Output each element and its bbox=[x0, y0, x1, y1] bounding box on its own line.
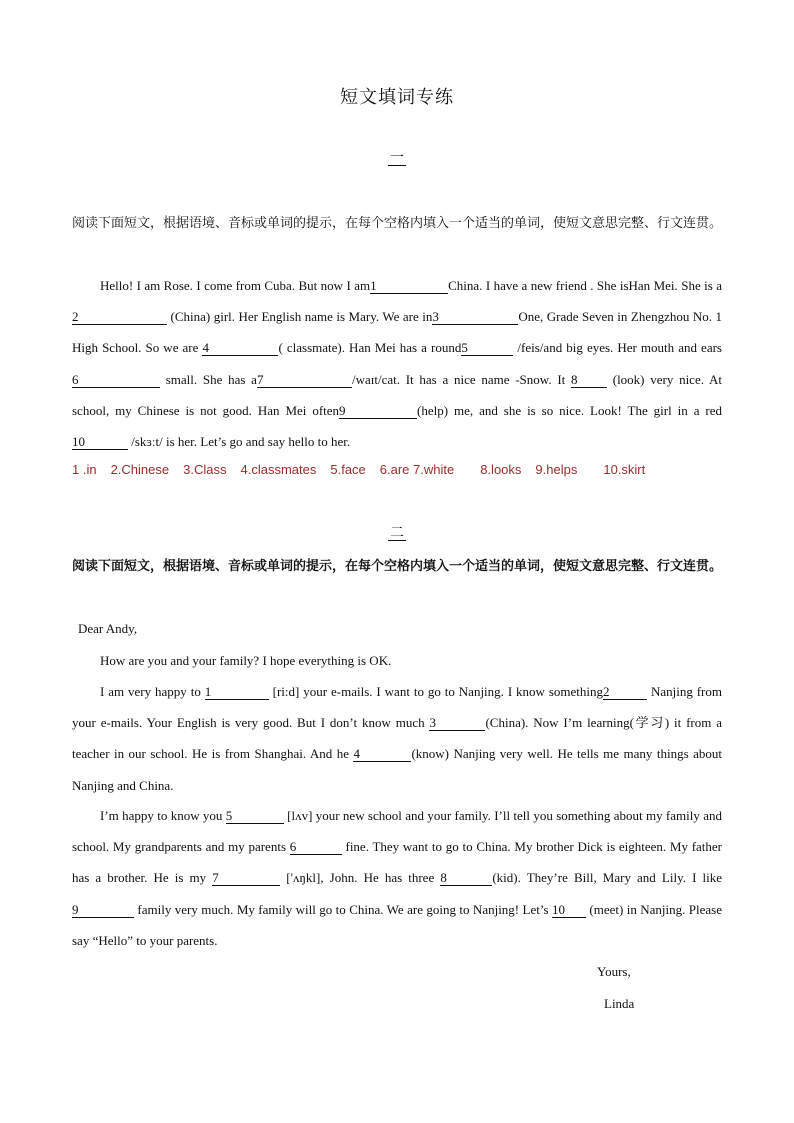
answer-item: 6.are 7.white bbox=[379, 462, 455, 477]
letter-greeting: Dear Andy, bbox=[78, 621, 138, 636]
answer-item: 8.looks bbox=[480, 462, 522, 477]
answer-item: 5.face bbox=[330, 462, 366, 477]
answer-item: 10.skirt bbox=[603, 462, 646, 477]
blank-7: 7 bbox=[257, 373, 352, 388]
blank-2: 2 bbox=[72, 310, 167, 325]
blank-5: 5 bbox=[226, 809, 284, 824]
section-2-instruction: 阅读下面短文，根据语境、音标或单词的提示，在每个空格内填入一个适当的单词，使短文意思完整、行文连贯。 bbox=[72, 559, 723, 574]
blank-8: 8 bbox=[571, 373, 607, 388]
answer-item: 4.classmates bbox=[240, 462, 317, 477]
answer-item: 9.helps bbox=[535, 462, 578, 477]
blank-7: 7 bbox=[212, 871, 280, 886]
answer-item: 3.Class bbox=[183, 462, 227, 477]
section-1-instruction: 阅读下面短文，根据语境、音标或单词的提示，在每个空格内填入一个适当的单词，使短文意思完整、行文连贯。 bbox=[72, 216, 723, 231]
blank-5: 5 bbox=[461, 341, 513, 356]
answer-item: 2.Chinese bbox=[110, 462, 170, 477]
answer-key bbox=[72, 462, 722, 477]
blank-9: 9 bbox=[339, 404, 417, 419]
blank-8: 8 bbox=[440, 871, 492, 886]
letter-paragraph-2: I am very happy to 1 [ri:d] your e-mails. I want to go to Nanjing. I know something2 Nanjing from your e-mails. Your English is very good. But I don’t know much 3 (China). Now I’m learning(学习) it from a teacher in our school. He is from Shanghai. And he 4 (know) Nanjing very well. He tells me many things about Nanjing and China. bbox=[72, 684, 723, 793]
blank-2: 2 bbox=[603, 685, 647, 700]
page-title: 短文填词专练 bbox=[340, 87, 454, 108]
letter-line-1: How are you and your family? I hope everything is OK. bbox=[100, 653, 392, 668]
blank-9: 9 bbox=[72, 903, 134, 918]
section-1-number: 一 bbox=[390, 150, 404, 166]
blank-1: 1 bbox=[205, 685, 269, 700]
blank-4: 4 bbox=[353, 747, 411, 762]
section-2-number: 二 bbox=[390, 525, 404, 541]
blank-6: 6 bbox=[290, 840, 342, 855]
blank-4: 4 bbox=[202, 341, 278, 356]
blank-10: 10 bbox=[552, 903, 586, 918]
blank-6: 6 bbox=[72, 373, 160, 388]
letter-paragraph-3: I’m happy to know you 5 [lʌv] your new school and your family. I’ll tell you something about my family and school. My grandparents and my parents 6 fine. They want to go to China. My brother Dick is eighteen. My father has a brother. He is my 7 ['ʌŋkl], John. He has three 8 (kid). They’re Bill, Mary and Lily. I like9 family very much. My family will go to China. We are going to Nanjing! Let’s 10 (meet) in Nanjing. Please say “Hello” to your parents. bbox=[72, 808, 723, 948]
blank-3: 3 bbox=[429, 716, 485, 731]
letter-closing: Yours, bbox=[597, 964, 631, 979]
answer-item: 1 .in bbox=[72, 462, 97, 477]
blank-1: 1 bbox=[370, 279, 448, 294]
blank-3: 3 bbox=[432, 310, 518, 325]
letter-signature: Linda bbox=[604, 996, 635, 1011]
blank-10: 10 bbox=[72, 435, 128, 450]
section-1-passage: Hello! I am Rose. I come from Cuba. But now I am1 China. I have a new friend . She isHan Mei. She is a2 (China) girl. Her English name is Mary. We are in3 One, Grade Seven in Zhengzhou No. 1 High School. So we are 4 ( classmate). Han Mei has a round5 /feis/and big eyes. Her mouth and ears 6 small. She has a7 /waɪt/cat. It has a nice name -Snow. It 8 (look) very nice. At school, my Chinese is not good. Han Mei often9 (help) me, and she is so nice. Look! The girl in a red10 /skɜːt/ is her. Let’s go and say hello to her. bbox=[72, 278, 722, 450]
